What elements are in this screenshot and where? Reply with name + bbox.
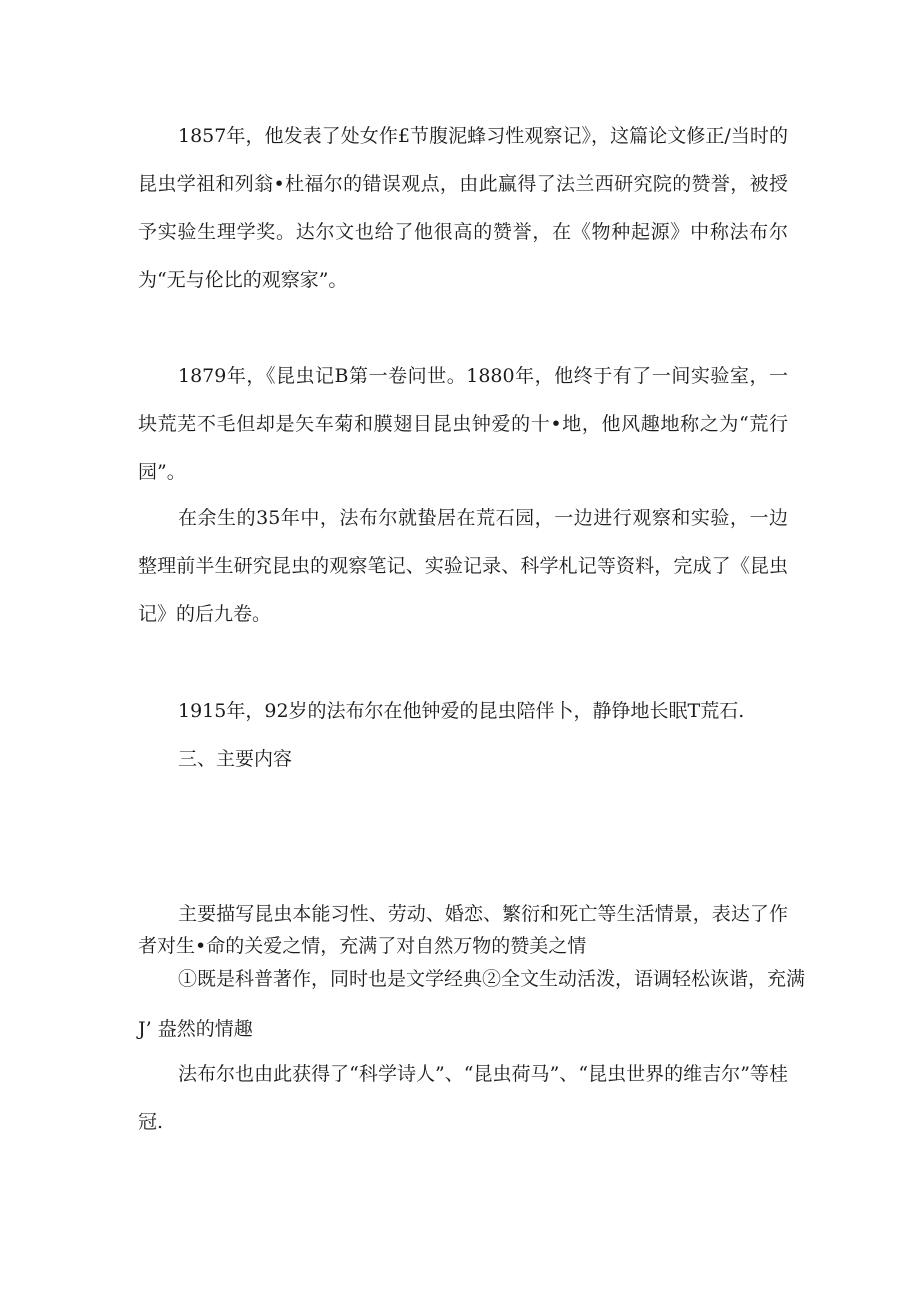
paragraph-features-line-1: ①既是科普著作，同时也是文学经典②全文生动活泼，语调轻松诙谐，充满 [178,968,806,990]
paragraph-1879: 1879年，《昆虫记B第一卷问世。1880年，他终于有了一间实验室，一块荒芜不毛但却是矢车菊和膜翅目昆虫钟爱的十•地，他风趣地称之为“荒行园”。 [138,365,788,483]
paragraph-titles: 法布尔也由此获得了“科学诗人”、“昆虫荷马”、“昆虫世界的维吉尔”等桂冠. [138,1063,788,1133]
paragraph-features-line-2: J’ 盎然的情趣 [138,1018,253,1040]
paragraph-main-description: 主要描写昆虫本能习性、劳动、婚恋、繁衍和死亡等生活情景，表达了作者对生•命的关爱之情，充满了对自然万物的赞美之情 [138,903,788,957]
section-heading-main-content: 三、主要内容 [178,748,293,770]
paragraph-1857: 1857年，他发表了处女作£节腹泥蜂习性观察记》，这篇论文修正/当时的昆虫学祖和列翁•杜福尔的错误观点，由此赢得了法兰西研究院的赞誉，被授予实验生理学奖。达尔文也给了他很高的赞誉，在《物种起源》中称法布尔为“无与伦比的观察家”。 [138,125,788,291]
paragraph-remaining-years: 在余生的35年中，法布尔就蛰居在荒石园，一边进行观察和实验，一边整理前半生研究昆虫的观察笔记、实验记录、科学札记等资料，完成了《昆虫记》的后九卷。 [138,507,788,625]
paragraph-1915: 1915年，92岁的法布尔在他钟爱的昆虫陪伴卜，静铮地长眠T荒石. [178,700,745,722]
